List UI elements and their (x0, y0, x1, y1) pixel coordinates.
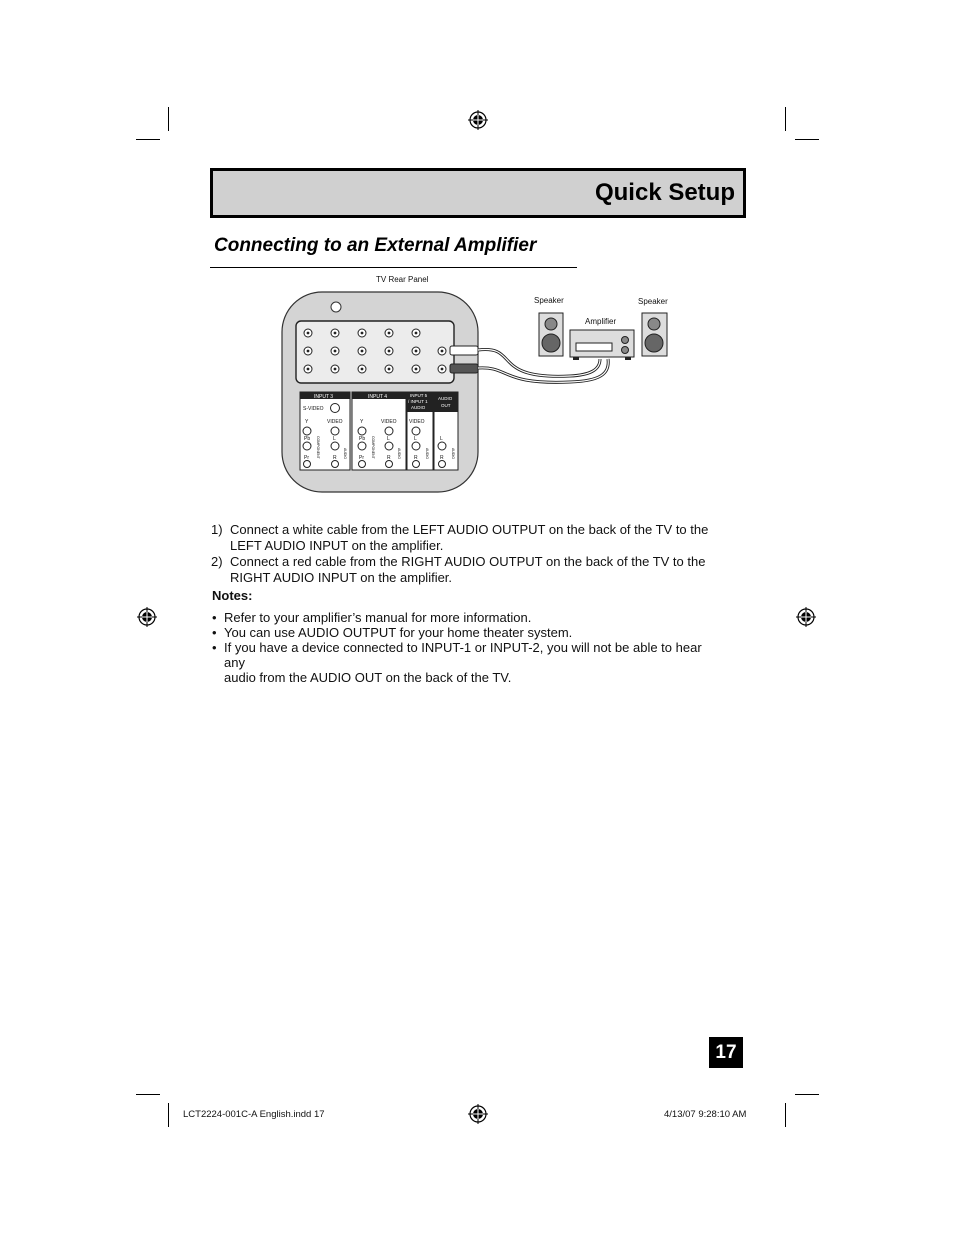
registration-mark-icon (796, 607, 816, 627)
crop-mark-bottom-left-v (168, 1103, 169, 1127)
note-item: • If you have a device connected to INPUT-1 or INPUT-2, you will not be able to hear any audio from the AUDIO OUT on the back of the TV. (212, 640, 702, 685)
svg-text:COMPONENT: COMPONENT (371, 436, 375, 459)
bullet-icon: • (212, 640, 217, 655)
input-4-panel (352, 392, 406, 470)
svideo-top-icon (331, 302, 341, 312)
page-number: 17 (709, 1037, 743, 1068)
speaker-left-icon (539, 313, 563, 356)
section-title: Connecting to an External Amplifier (214, 235, 537, 256)
svg-text:Pr: Pr (304, 455, 309, 461)
page-title: Quick Setup (594, 179, 735, 206)
crop-mark-top-left-v (168, 107, 169, 131)
svg-text:VIDEO: VIDEO (327, 419, 343, 425)
svg-text:L: L (440, 436, 443, 442)
svg-text:Pr: Pr (359, 455, 364, 461)
speaker-right-label: Speaker (638, 297, 668, 306)
crop-mark-top-right-v (785, 107, 786, 131)
svg-text:R: R (333, 455, 337, 461)
svg-text:AUDIO: AUDIO (425, 448, 429, 460)
registration-mark-icon (137, 607, 157, 627)
step-number: 2) (211, 554, 223, 569)
svg-text:R: R (440, 455, 444, 461)
svg-text:/ INPUT 1: / INPUT 1 (408, 399, 428, 404)
page-header (210, 168, 746, 218)
svg-text:L: L (414, 436, 417, 442)
svg-text:R: R (414, 455, 418, 461)
jack-block (296, 321, 454, 383)
audio-out-panel (434, 392, 458, 470)
note-item: • Refer to your amplifier’s manual for more information. (212, 610, 532, 625)
registration-mark-icon (468, 110, 488, 130)
svg-text:AUDIO: AUDIO (451, 448, 455, 460)
amplifier-icon (570, 330, 634, 360)
svg-text:Y: Y (305, 419, 309, 425)
svg-text:INPUT 4: INPUT 4 (368, 394, 388, 400)
input-3-panel (300, 392, 350, 470)
svg-text:R: R (387, 455, 391, 461)
svg-text:Pb: Pb (359, 436, 366, 442)
svg-text:INPUT 3: INPUT 3 (314, 394, 334, 400)
svg-text:S-VIDEO: S-VIDEO (303, 406, 324, 412)
svg-text:AUDIO: AUDIO (343, 448, 347, 460)
footer-timestamp: 4/13/07 9:28:10 AM (664, 1109, 747, 1120)
step-1 (211, 522, 731, 554)
footer-file: LCT2224-001C-A English.indd 17 (183, 1109, 325, 1120)
speaker-right-icon (642, 313, 667, 356)
connection-diagram (270, 270, 680, 500)
svg-text:AUDIO: AUDIO (397, 448, 401, 460)
svg-text:INPUT 5: INPUT 5 (410, 393, 428, 398)
note-item: • You can use AUDIO OUTPUT for your home theater system. (212, 625, 573, 640)
step-number: 1) (211, 522, 223, 537)
crop-mark-top-right-h (795, 139, 819, 140)
crop-mark-bottom-right-h (795, 1094, 819, 1095)
tv-rear-panel-label: TV Rear Panel (376, 275, 429, 284)
svg-text:AUDIO: AUDIO (411, 405, 426, 410)
crop-mark-bottom-left-h (136, 1094, 160, 1095)
crop-mark-bottom-right-v (785, 1103, 786, 1127)
red-plug (450, 364, 478, 373)
bullet-icon: • (212, 610, 217, 625)
speaker-left-label: Speaker (534, 296, 564, 305)
notes-heading: Notes: (212, 588, 253, 603)
crop-mark-top-left-h (136, 139, 160, 140)
svg-text:Y: Y (360, 419, 364, 425)
registration-mark-icon (468, 1104, 488, 1124)
white-plug (450, 346, 478, 355)
section-divider (210, 267, 577, 268)
svg-text:OUT: OUT (441, 403, 451, 408)
svg-text:VIDEO: VIDEO (381, 419, 397, 425)
svg-text:VIDEO: VIDEO (409, 419, 425, 425)
svg-text:COMPONENT: COMPONENT (316, 436, 320, 459)
input-5-panel (407, 392, 433, 470)
step-text: Connect a white cable from the LEFT AUDIO OUTPUT on the back of the TV to the LEFT AUDIO INPUT on the amplifier. (230, 522, 709, 553)
step-2 (211, 554, 731, 586)
bullet-icon: • (212, 625, 217, 640)
svg-text:AUDIO: AUDIO (438, 396, 453, 401)
svg-text:Pb: Pb (304, 436, 311, 442)
step-text: Connect a red cable from the RIGHT AUDIO OUTPUT on the back of the TV to the RIGHT AUDIO INPUT on the amplifier. (230, 554, 706, 585)
svg-text:L: L (387, 436, 390, 442)
svg-text:L: L (333, 436, 336, 442)
amplifier-label: Amplifier (585, 317, 617, 326)
